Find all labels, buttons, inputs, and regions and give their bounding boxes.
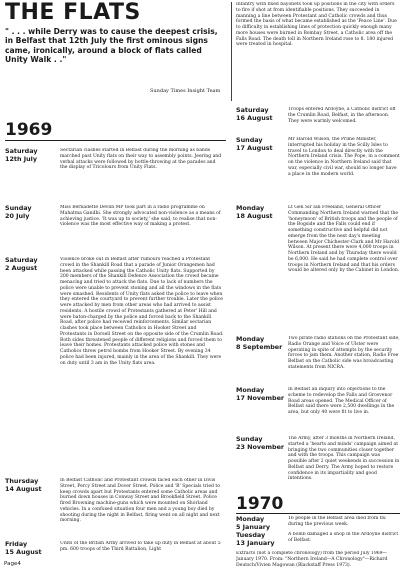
- entry-text-18-august: Lt Gen Sir Ian Freeland, General Officer Commanding Northern Ireland warned that the 'honeymoon' of British troops and the people of the Bogside and the Falls could end if something constructive and helpful did not emerge from the the next day's meeting between Major Chichester-Clark and Mr Harold Wilson. At present there were 4,000 troops in Northern Ireland and by Thursday there would be 6,000. He said he had complete control over troops in Northern Ireland and that his orders would be altered only by the Cabinet in London.: [288, 205, 400, 274]
- year-rule-1970: [236, 513, 400, 514]
- entry-text-5-january: 16 people in the Belfast area died from flu during the previous week.: [288, 516, 386, 527]
- entry-text-23-november: The Army, after 3 months in Northern Ireland, started a 'hearts and minds' campaign aimed at bringing the two communities closer together and with the troops. This campaign was possible after 2 quiet weekends in succession in Belfast and Derry. The Army hoped to restore confidence in its impartiality and good intentions.: [288, 436, 400, 482]
- source-footnote: Extracts (not a complete chronology) from the period July 1969—January 1970. From: "Northern Ireland—A Chronology"—Richard Deutsch/Vivien Magowan (Blackstaff Press 1973).: [236, 551, 388, 568]
- entry-text-8-september: Two pirate radio stations on the Protestant side, Radio Orange and Voice of Ulster were operating in spite of attempts by the security forces to jam them. Another station, Radio Free Belfast on the Catholic side was broadcasting statements from NICRA.: [288, 336, 400, 370]
- entry-text-2-august: Violence broke out in Belfast after rumours reached a Protestant crowd in the Shankill Road that a parade of Junior Orangemen had been attacked while passing the Catholic Unity flats. Supported by 200 members of the Shankill Defence Association the crowd became menacing and tried to attack the flats. Due to lack of numbers the police were unable to prevent stoning and all the windows in the flats were smashed. Residents of Unity flats asked the police to leave when they entered the courtyard to prevent further trouble. Later the police were attacked by men from other areas who had arrived to assist residents. A hostile crowd of Protestants gathered at Peter' Hill and were baton-charged by the police and forced back to the Shankill Road, after police had received reinforcements. Similar sectarian clashes took place between Catholics in Hooker Street and Protestants in Dorsell Street on the opposite side of the Crumlin Road. Both sides threatened people of different religions and forced them to leave their homes. Protestants attacked police with stones and Catholics threw petrol bombs from Hooker Street. By evening 34 police had been injured, mainly in the area of the Shankill. They were on duty until 3 am in the Unity flats area.: [60, 257, 224, 366]
- entry-date-12-july: Saturday 12th July: [5, 147, 38, 163]
- quote-source: Sunday Times Insight Team: [150, 88, 221, 94]
- year-heading-1969: 1969: [5, 120, 53, 140]
- entry-date-18-august: Monday 18 August: [236, 204, 273, 220]
- intro-side-rule: [231, 2, 232, 101]
- intro-text: Infantry with fixed bayonets took up positions in the city with orders to fire if shot at from identifiable positions. They succeeded in manning a line between Protestant and Catholic crowds and thus formed the basis of what became established as the 'Peace Line'. Due to difficulty in establishing lines of protection quickly enough many more houses were burned in Bombay Street, a Catholic area off the Falls Road. The death toll in Northern Ireland rose to 8. 180 injured were treated in hospital.: [236, 2, 397, 48]
- year-heading-1970: 1970: [236, 494, 284, 514]
- entry-date-2-august: Saturday 2 August: [5, 256, 38, 272]
- entry-date-5-january: Monday 5 January: [236, 515, 271, 531]
- page-number: Page4: [4, 561, 21, 567]
- year-rule-1969: [5, 140, 226, 141]
- entry-date-13-january: Tuesday 13 January: [236, 531, 275, 547]
- entry-date-8-september: Monday 8 September: [236, 335, 283, 351]
- entry-text-17-august: Mr Harold Wilson, the Prime Minister, interrupted his holiday in the Scilly Isles to travel to London to deal directly with the Northern Ireland crisis. The Pope, in a comment on the violence in Northern Ireland said that war, especially civil war, should no longer have a place in the modern world.: [288, 137, 400, 177]
- page-title: THE FLATS: [5, 0, 141, 25]
- entry-text-13-january: A bomb damaged a shop in the Ardoyne district of Belfast.: [288, 532, 399, 543]
- entry-date-17-august: Sunday 17 August: [236, 136, 273, 152]
- entry-date-15-august: Friday 15 August: [5, 540, 42, 556]
- entry-date-23-november: Sunday 23 November: [236, 435, 285, 451]
- entry-text-12-july: Sectarian clashes started in Belfast during the morning as bands marched past Unity flats on their way to assembly points. Jeering and verbal attacks were followed by bottle-throwing at the parades and the display of Tricolours from Unity Flats.: [60, 148, 222, 171]
- entry-text-15-august: Units of the British Army arrived to take up duty in Belfast at about 5 pm. 600 troops of the Third Battalion, Light: [60, 541, 221, 552]
- entry-date-16-august: Saturday 16 August: [236, 106, 273, 122]
- entry-text-16-august: Troops entered Ardoyne, a Catholic district off the Crumlin Road, Belfast, in the afternoon. They were warmly welcomed.: [288, 107, 396, 124]
- entry-text-20-july: Miss Bernadette Devlin MP took part in a radio programme on Mahatma Gandhi. She strongly advocated non-violence as a means of achieving justice. 'It was up to society,' she said, to realise that non-violence was the most effective way of making a protest.: [60, 205, 221, 228]
- entry-date-20-july: Sunday 20 July: [5, 204, 32, 220]
- opening-quote: " . . . while Derry was to cause the deepest crisis, in Belfast that 12th July the first ominous signs came, ironically, around a block of flats called Unity Walk . .": [5, 27, 218, 65]
- entry-text-14-august: In Belfast Catholic and Protestant crowds faced each other in Divis Street, Percy Street and Dover Street. Police and 'B' Specials tried to keep crowds apart but Protestants entered some Catholic areas and burned down houses in Conway Street and Brookfield Street. Police fired Browning machine-guns which were mounted on Shorland vehicles. In a confused situation four men and a young boy died by shooting during the night in Belfast, firing went on all night and next morning.: [60, 478, 220, 524]
- entry-date-17-november: Monday 17 November: [236, 386, 285, 402]
- entry-date-14-august: Thursday 14 August: [5, 477, 42, 493]
- entry-text-17-november: In Belfast an inquiry into objections to the scheme to redevelop the Falls and Grosvenor Road areas opened. The Medical Officer of Belfast said there were 2,500 dwellings in the area, but only 40 were fit to live in.: [288, 387, 395, 415]
